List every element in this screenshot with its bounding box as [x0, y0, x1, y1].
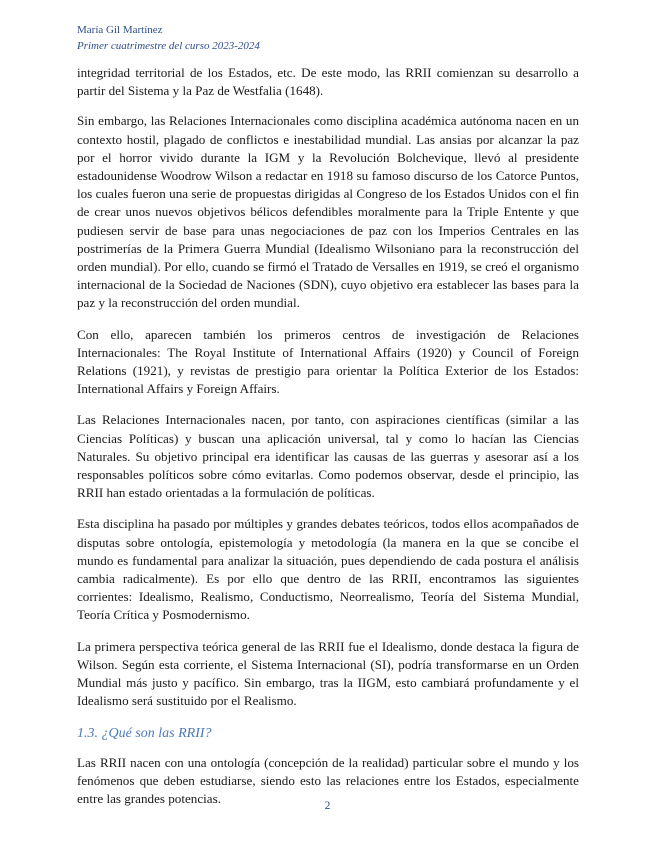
- section-heading: 1.3. ¿Qué son las RRII?: [77, 725, 212, 741]
- page-number: 2: [324, 800, 331, 812]
- page-header: [77, 22, 260, 54]
- page-body: [77, 64, 579, 821]
- paragraph-idealism: La primera perspectiva teórica general de las RRII fue el Idealismo, donde destaca la figura de Wilson. Según esta corriente, el Sistema Internacional (SI), podría transformarse en un Orden Mundial más justo y pacífico. Sin embargo, tras la IIGM, esto cambiará profundamente y el Idealismo será sustituido por el Realismo.: [77, 638, 579, 709]
- paragraph-scientific-aspirations: Las Relaciones Internacionales nacen, por tanto, con aspiraciones científicas (similar a las Ciencias Políticas) y buscan una aplicación universal, tal y como lo hacían las Ciencias Naturales. Su objetivo principal era identificar las causas de las guerras y asesorar así a los responsables políticos sobre cómo evitarlas. Como podemos observar, desde el principio, las RRII han estado orientadas a la formulación de políticas.: [77, 412, 579, 501]
- header-course: Primer cuatrimestre del curso 2023-2024: [77, 40, 260, 52]
- paragraph-section: Las RRII nacen con una ontología (concepción de la realidad) particular sobre el mundo y los fenómenos que deben estudiarse, siendo esto las relaciones entre los Estados, especialmente entre las grandes potencias.: [77, 754, 579, 806]
- paragraph-research-centers: Con ello, aparecen también los primeros centros de investigación de Relaciones Internacionales: The Royal Institute of International Affairs (1920) y Council of Foreign Relations (1921), y revistas de prestigio para orientar la Política Exterior de los Estados: International Affairs y Foreign Affairs.: [77, 326, 579, 397]
- header-author: María Gil Martínez: [77, 24, 163, 36]
- paragraph-continuation: integridad territorial de los Estados, etc. De este modo, las RRII comienzan su desarrollo a partir del Sistema y la Paz de Westfalia (1648).: [77, 65, 579, 99]
- paragraph-debates: Esta disciplina ha pasado por múltiples y grandes debates teóricos, todos ellos acompañados de disputas sobre ontología, epistemología y metodología (la manera en la que se concibe el mundo es fundamental para analizar la situación, pues dependiendo de cada postura el análisis cambia radicalmente). Es por ello que dentro de las RRII, encontramos las siguientes corrientes: Idealismo, Realismo, Conductismo, Neorrealismo, Teoría del Sistema Mundial, Teoría Crítica y Posmodernismo.: [77, 516, 579, 623]
- paragraph-wilson: Sin embargo, las Relaciones Internacionales como disciplina académica autónoma nacen en un contexto hostil, plagado de conflictos e inestabilidad mundial. Las ansias por alcanzar la paz por el horror vivido durante la IGM y la Revolución Bolchevique, llevó al presidente estadounidense Woodrow Wilson a redactar en 1918 su famoso discurso de los Catorce Puntos, los cuales fueron una serie de propuestas dirigidas al Congreso de los Estados Unidos con el fin de crear unos nuevos objetivos bélicos defendibles moralmente para la Triple Entente y que pudiesen servir de base para unas negociaciones de paz con los Imperios Centrales en las postrimerías de la Primera Guerra Mundial (Idealismo Wilsoniano para la reconstrucción del orden mundial). Por ello, cuando se firmó el Tratado de Versalles en 1919, se creó el organismo internacional de la Sociedad de Naciones (SDN), cuyo objetivo era establecer las bases para la paz y la reconstrucción del orden mundial.: [77, 113, 579, 311]
